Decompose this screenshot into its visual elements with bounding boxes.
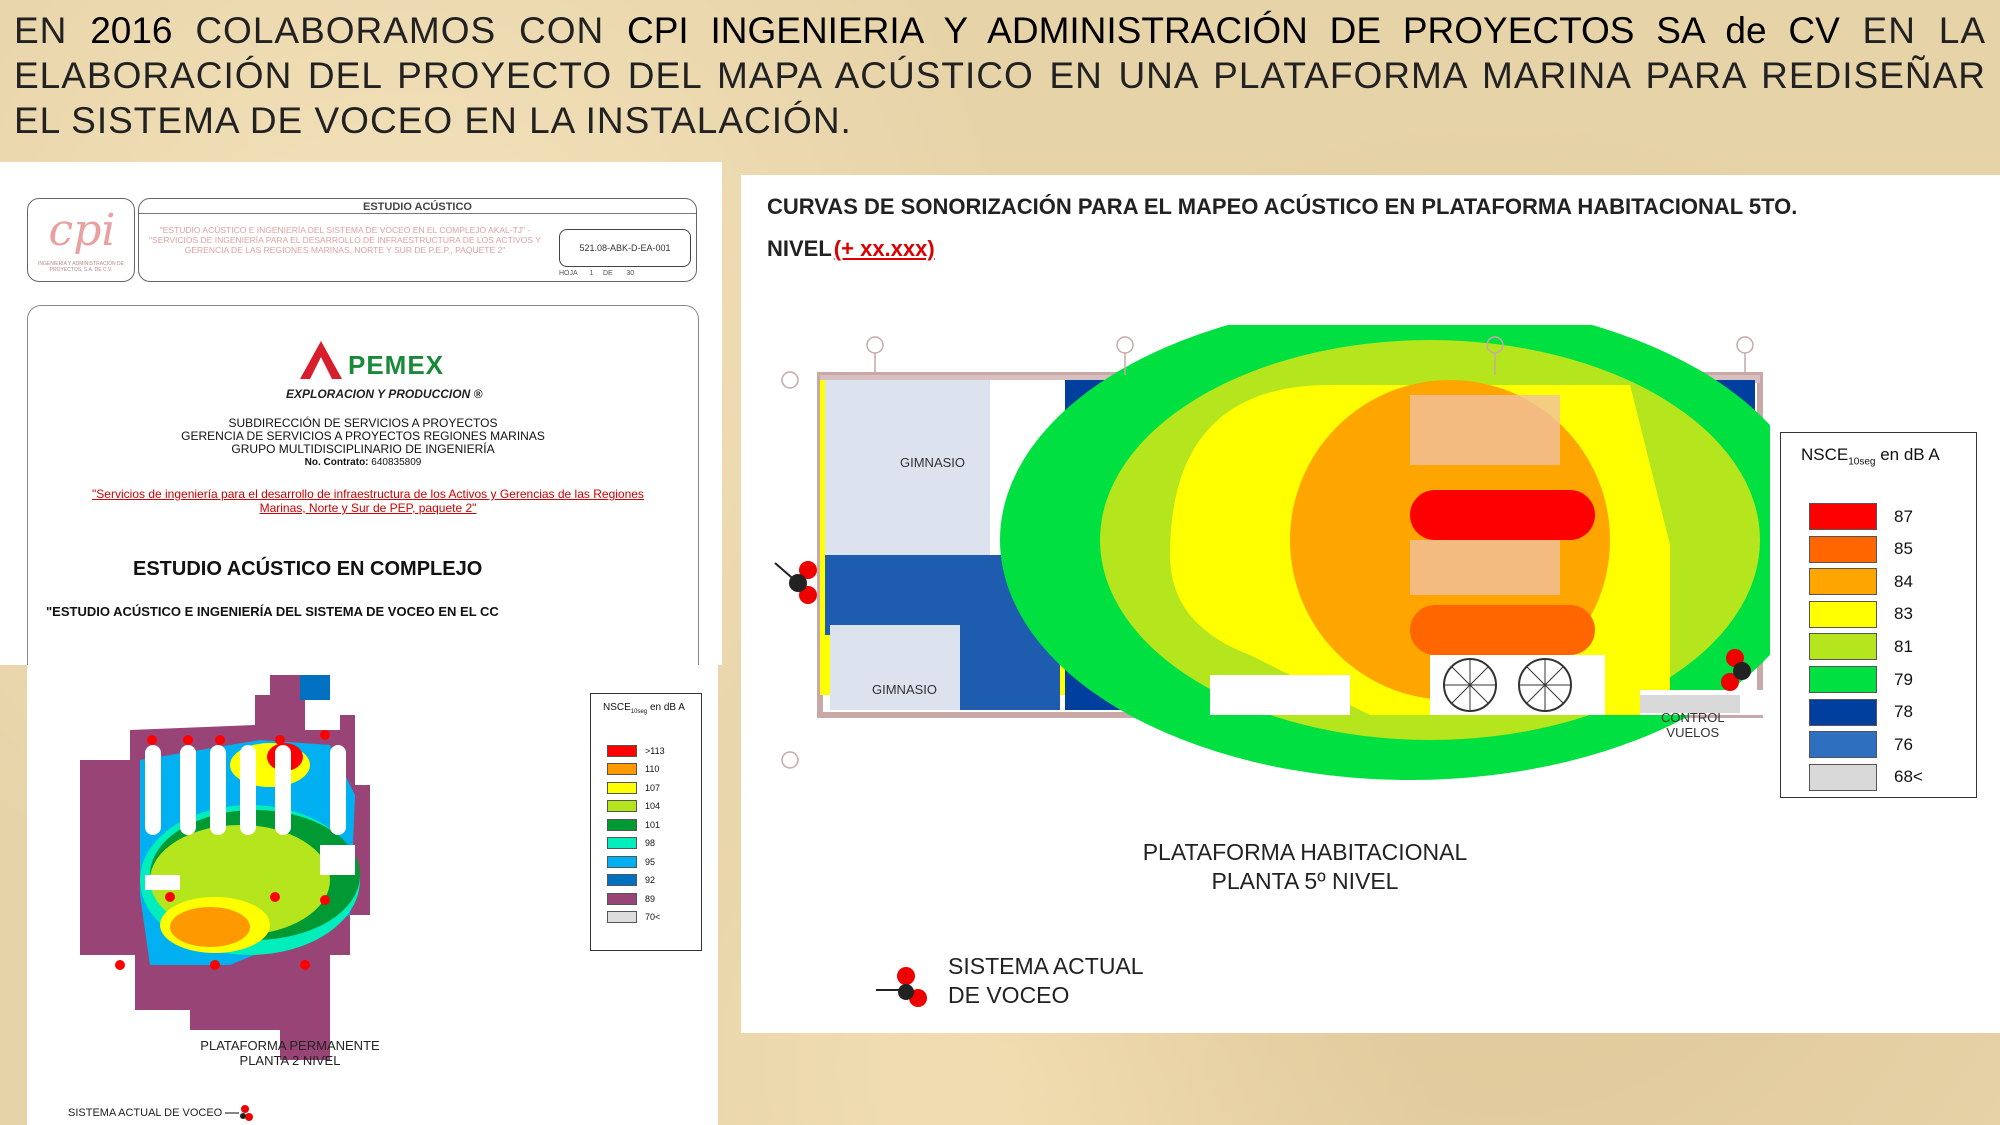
small-system-label [68,1104,255,1122]
big-acoustic-map [770,325,1770,785]
sheet-total: 30 [626,270,635,277]
document-code: 521.08-ABK-D-EA-001 [559,229,691,267]
big-legend-row [1809,731,1913,758]
big-legend-swatch [1809,699,1877,726]
small-legend-row [607,779,660,797]
small-system-text: SISTEMA ACTUAL DE VOCEO [68,1106,223,1119]
big-system-line2: DE VOCEO [948,982,1070,1008]
small-legend-swatch [607,763,637,775]
small-legend-swatch [607,819,637,831]
big-legend-label: 85 [1894,539,1913,559]
big-legend-title-text: NSCE [1801,445,1849,464]
small-legend-row [607,761,659,779]
big-legend-swatch [1809,601,1877,628]
small-legend-sub: 10seg [630,709,648,715]
big-map-title-nivel: NIVEL [767,236,832,261]
small-legend-row [607,798,660,816]
small-legend-label: 104 [645,801,661,812]
small-legend-label: 92 [645,875,656,886]
label-control-vuelos [1661,710,1725,740]
small-legend-swatch [607,893,637,905]
big-legend-label: 81 [1894,636,1913,656]
small-legend-label: 95 [645,856,656,867]
document-cover [27,305,699,665]
big-caption-line2: PLANTA 5º NIVEL [1211,868,1399,894]
big-map-title [767,194,1797,262]
contract-number: 640835809 [371,457,422,468]
pemex-eagle-icon [296,339,346,381]
big-legend-label: 83 [1894,604,1913,624]
small-legend-label: 98 [645,838,656,849]
control-line1: CONTROL [1661,710,1725,725]
small-legend-label: 89 [645,893,656,904]
cover-red2: Marinas, Norte y Sur de PEP, paquete 2" [259,501,477,515]
big-legend-label: 87 [1894,506,1913,526]
big-legend-title [1801,445,1940,467]
small-legend-swatch [607,800,637,812]
small-map-legend [590,693,702,951]
document-header-desc: "ESTUDIO ACÚSTICO E INGENIERÍA DEL SISTEMA DE VOCEO EN EL COMPLEJO AKAL-TJ" - "SERVICIOS DE INGENIERÍA PARA EL DESARROLLO DE INFRAESTRUCTURA DE LOS ACTIVOS Y GERENCIA DE LAS REGIONES MARINAS, NORTE Y SUR DE P.E.P., PAQUETE 2" [149,225,541,255]
sheet-label: HOJA [559,270,578,277]
big-legend-swatch [1809,731,1877,758]
document-header [27,198,697,282]
pemex-subtitle-text: EXPLORACION Y PRODUCCION [286,387,471,401]
big-legend-swatch [1809,633,1877,660]
big-map-title-elevation: (+ xx.xxx) [833,236,935,261]
small-legend-row [607,872,655,890]
cpi-logo-caption: INGENIERÍA Y ADMINISTRACIÓN DE PROYECTOS, S.A. DE C.V. [38,261,124,273]
small-legend-swatch [607,837,637,849]
small-legend-row [607,742,665,760]
speaker-icon [876,960,936,1015]
cover-sub3: GRUPO MULTIDISCIPLINARIO DE INGENIERÍA [231,442,495,456]
big-legend-label: 84 [1894,571,1913,591]
document-header-title: ESTUDIO ACÚSTICO [139,201,696,214]
cover-sub1: SUBDIRECCIÓN DE SERVICIOS A PROYECTOS [228,416,498,430]
headline-part1: EN [14,10,68,51]
control-line2: VUELOS [1666,725,1720,740]
big-legend-swatch [1809,568,1877,595]
small-legend-label: 110 [645,764,660,775]
cover-title: ESTUDIO ACÚSTICO EN COMPLEJO [133,558,483,580]
small-legend-swatch [607,911,637,923]
headline-part2: COLABORAMOS CON [195,10,605,51]
cover-sub2: GERENCIA DE SERVICIOS A PROYECTOS REGIONES MARINAS [181,429,545,443]
big-legend-swatch [1809,764,1877,791]
small-legend-row [607,890,655,908]
headline-part3: EN LA ELABORACIÓN DEL PROYECTO DEL MAPA ACÚSTICO EN UNA PLATAFORMA MARINA PARA REDISEÑAR EL SISTEMA DE VOCEO EN LA INSTALACIÓN. [14,10,1986,141]
cpi-logo-box [27,198,135,282]
small-caption-line2: PLANTA 2 NIVEL [239,1053,341,1068]
document-title-box [138,198,697,282]
big-legend-row [1809,633,1913,660]
small-legend-swatch [607,856,637,868]
cpi-logo-icon [30,203,134,261]
small-legend-title [603,702,685,715]
big-legend-swatch [1809,536,1877,563]
small-legend-label: 70< [645,912,661,923]
small-map-caption [190,1038,390,1068]
sheet-number: 1 [589,270,594,277]
big-legend-label: 78 [1894,702,1913,722]
big-legend-label: 79 [1894,669,1913,689]
small-legend-swatch [607,745,637,757]
big-map-title-line1: CURVAS DE SONORIZACIÓN PARA EL MAPEO ACÚSTICO EN PLATAFORMA HABITACIONAL 5TO. [767,194,1798,219]
big-legend-row [1809,536,1913,563]
big-legend-unit: en dB A [1880,445,1940,464]
big-legend-row [1809,764,1923,791]
big-legend-swatch [1809,503,1877,530]
pemex-subtitle: EXPLORACION Y PRODUCCION ® [286,387,483,401]
big-map-legend [1780,432,1977,798]
svg-text:cpi: cpi [48,205,116,256]
speaker-icon [225,1104,255,1122]
headline-company: CPI INGENIERIA Y ADMINISTRACIÓN DE PROYECTOS SA de CV [627,10,1840,51]
pemex-logo: PEMEX [348,350,445,380]
document-sheet [559,270,689,277]
big-legend-row [1809,568,1913,595]
small-legend-label: 107 [645,782,661,793]
big-caption-line1: PLATAFORMA HABITACIONAL [1142,839,1468,865]
big-legend-label: 76 [1894,734,1913,754]
small-legend-row [607,909,660,927]
big-legend-row [1809,666,1913,693]
contract-label: No. Contrato: [304,457,369,468]
label-gym-1: GIMNASIO [900,455,966,470]
small-legend-row [607,853,655,871]
big-legend-sub: 10seg [1848,456,1876,468]
cover-quote: "ESTUDIO ACÚSTICO E INGENIERÍA DEL SISTEMA DE VOCEO EN EL CC [46,604,499,619]
big-map-title-line2 [767,236,1797,262]
headline [14,8,1986,143]
big-legend-row [1809,503,1913,530]
speaker-marker-left [775,561,817,604]
big-system-line1: SISTEMA ACTUAL [948,953,1144,979]
small-legend-title-text: NSCE [603,702,631,713]
small-caption-line1: PLATAFORMA PERMANENTE [200,1038,380,1053]
small-legend-swatch [607,874,637,886]
small-acoustic-map [80,665,560,1065]
headline-year: 2016 [90,10,173,51]
small-legend-label: >113 [645,745,665,756]
small-legend-unit: en dB A [649,702,685,713]
small-legend-row [607,835,655,853]
small-legend-label: 101 [645,819,661,830]
sheet-de-label: DE [602,270,613,277]
big-legend-row [1809,699,1913,726]
small-legend-row [607,816,660,834]
small-legend-swatch [607,782,637,794]
big-legend-swatch [1809,666,1877,693]
big-legend-label: 68< [1894,767,1923,787]
contract [28,456,698,469]
label-gym-2: GIMNASIO [872,682,938,697]
cover-red1: "Servicios de ingeniería para el desarrollo de infraestructura de los Activos y Gerencias de las Regiones [92,487,644,501]
big-legend-row [1809,601,1913,628]
big-map-caption [1130,838,1480,896]
